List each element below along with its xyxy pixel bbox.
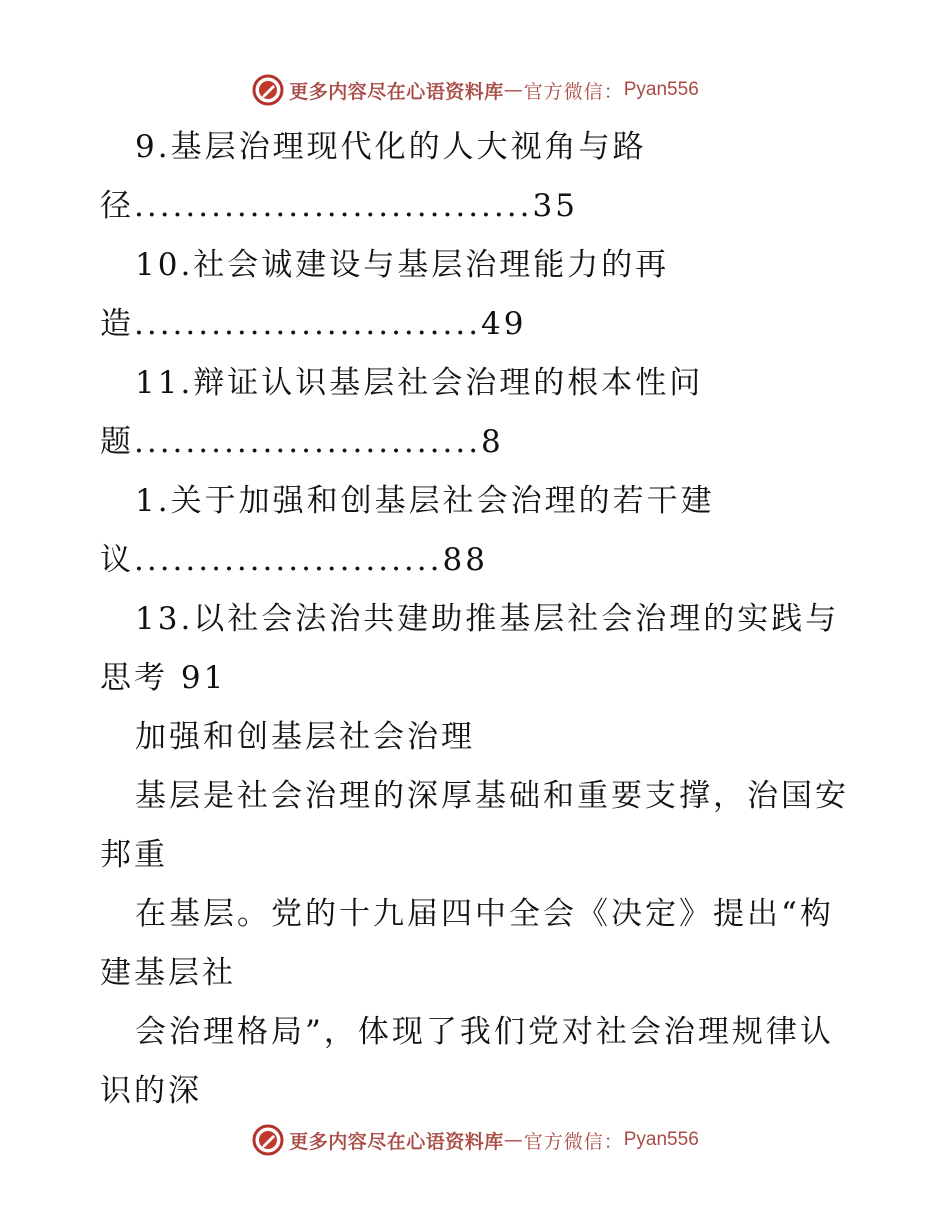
pen-nib-seal-icon xyxy=(251,1123,285,1157)
document-body xyxy=(100,118,860,1121)
paragraph-line: 邦重 xyxy=(100,837,168,873)
watermark-wechat-label: 官方微信： xyxy=(523,1130,624,1153)
watermark-separator: — xyxy=(503,1129,524,1151)
watermark-separator: — xyxy=(503,79,524,101)
paragraph-line: 在基层。党的十九届四中全会《决定》提出“构 xyxy=(135,896,834,932)
paragraph-line: 识的深 xyxy=(100,1073,202,1109)
toc-entry-13-title: 13.以社会法治共建助推基层社会治理的实践与 xyxy=(135,601,840,637)
paragraph-line: 建基层社 xyxy=(100,955,236,991)
toc-entry-13-page: 思考 91 xyxy=(100,660,227,696)
pen-nib-seal-icon xyxy=(251,73,285,107)
toc-entry-10-page: 造...........................49 xyxy=(100,306,527,342)
article-heading: 加强和创基层社会治理 xyxy=(135,719,475,755)
toc-entry-9-title: 9.基层治理现代化的人大视角与路 xyxy=(135,129,647,165)
toc-entry-11-title: 11.辩证认识基层社会治理的根本性问 xyxy=(135,365,704,401)
toc-entry-1-page: 议........................88 xyxy=(100,542,488,578)
toc-entry-11-page: 题...........................8 xyxy=(100,424,504,460)
toc-entry-9-page: 径...............................35 xyxy=(100,188,578,224)
watermark-wechat-handle: Pyan556 xyxy=(623,1129,699,1150)
watermark-brand-text: 更多内容尽在心语资料库 xyxy=(289,1130,504,1153)
header-watermark-banner xyxy=(0,72,950,108)
toc-entry-1-title: 1.关于加强和创基层社会治理的若干建 xyxy=(135,483,715,519)
paragraph-line: 基层是社会治理的深厚基础和重要支撑，治国安 xyxy=(135,778,849,814)
paragraph-line: 会治理格局”，体现了我们党对社会治理规律认 xyxy=(135,1014,834,1050)
watermark-wechat-label: 官方微信： xyxy=(523,80,624,103)
watermark-wechat-handle: Pyan556 xyxy=(623,79,699,100)
watermark-brand-text: 更多内容尽在心语资料库 xyxy=(289,80,504,103)
toc-entry-10-title: 10.社会诚建设与基层治理能力的再 xyxy=(135,247,670,283)
footer-watermark-banner xyxy=(0,1122,950,1158)
